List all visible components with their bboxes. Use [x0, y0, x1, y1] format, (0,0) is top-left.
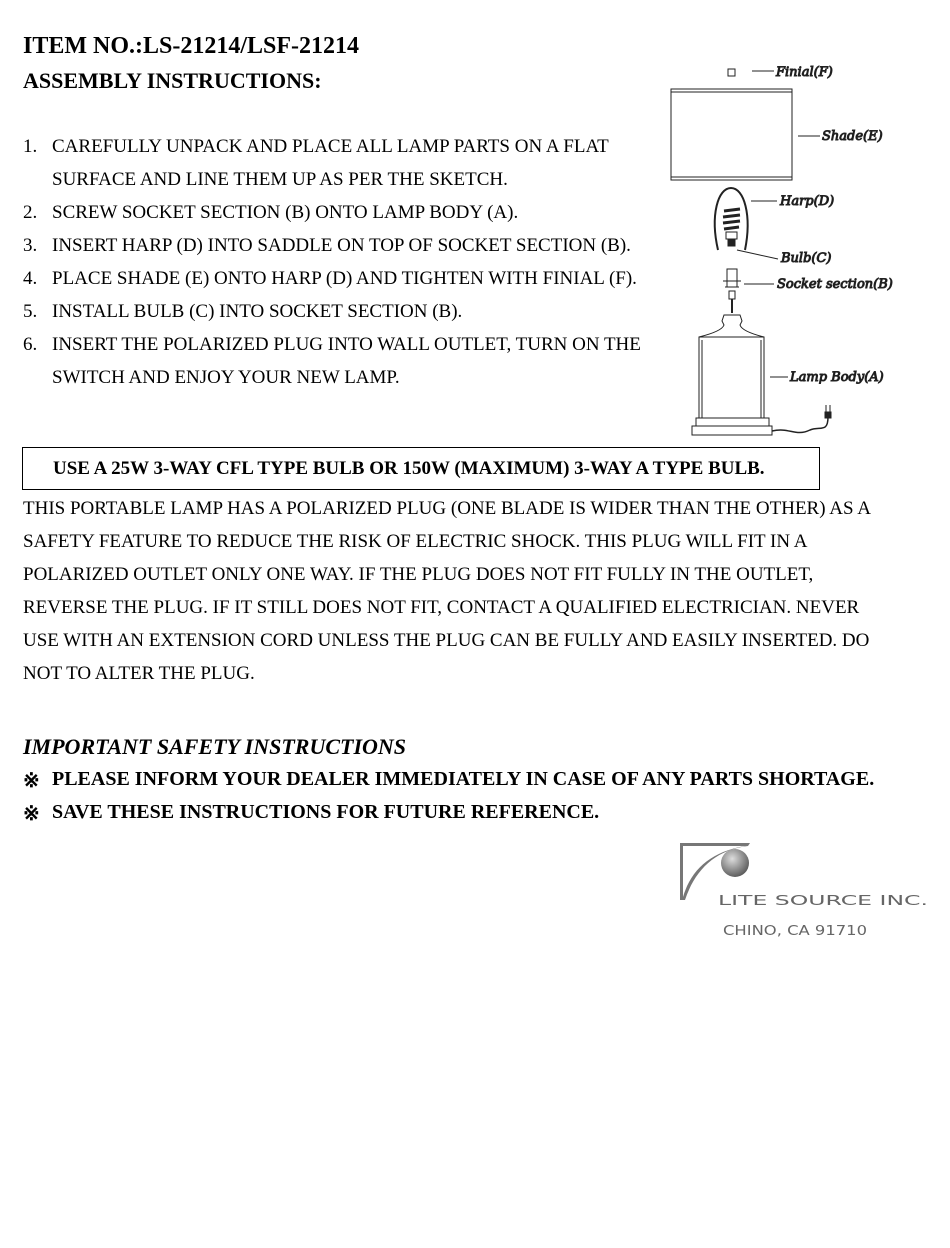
company-logo [675, 840, 935, 945]
socket-part [723, 269, 741, 313]
socket-label: Socket section(B) [777, 277, 893, 292]
warning-line: USE WITH AN EXTENSION CORD UNLESS THE PLUG CAN BE FULLY AND EASILY INSERTED. DO [23, 630, 870, 651]
step-4: 4. PLACE SHADE (E) ONTO HARP (D) AND TIGHTEN WITH FINIAL (F). [23, 268, 637, 289]
item-number: ITEM NO.:LS-21214/LSF-21214 [23, 33, 360, 59]
bulb-label: Bulb(C) [781, 251, 832, 266]
step-2: 2. SCREW SOCKET SECTION (B) ONTO LAMP BODY (A). [23, 202, 519, 223]
bulb-notice-box [22, 447, 820, 490]
reference-mark-icon: ※ [23, 770, 40, 792]
step-1: 1. CAREFULLY UNPACK AND PLACE ALL LAMP PARTS ON A FLAT [23, 136, 609, 157]
warning-line: NOT TO ALTER THE PLUG. [23, 663, 255, 684]
company-address: CHINO, CA 91710 [723, 924, 867, 939]
logo-sphere-icon [721, 849, 749, 877]
safety-item: ※ SAVE THESE INSTRUCTIONS FOR FUTURE REFERENCE. [23, 801, 600, 825]
company-name: LITE SOURCE INC. [718, 894, 928, 909]
safety-item: ※ PLEASE INFORM YOUR DEALER IMMEDIATELY IN CASE OF ANY PARTS SHORTAGE. [23, 768, 875, 792]
finial-label: Finial(F) [776, 65, 833, 80]
safety-heading: IMPORTANT SAFETY INSTRUCTIONS [23, 734, 407, 759]
warning-line: THIS PORTABLE LAMP HAS A POLARIZED PLUG (ONE BLADE IS WIDER THAN THE OTHER) AS A [23, 498, 871, 519]
step-3: 3. INSERT HARP (D) INTO SADDLE ON TOP OF SOCKET SECTION (B). [23, 235, 631, 256]
step-1-cont: SURFACE AND LINE THEM UP AS PER THE SKETCH. [52, 169, 508, 190]
step-6: 6. INSERT THE POLARIZED PLUG INTO WALL OUTLET, TURN ON THE [23, 334, 641, 355]
finial-part [728, 69, 735, 76]
warning-line: POLARIZED OUTLET ONLY ONE WAY. IF THE PLUG DOES NOT FIT FULLY IN THE OUTLET, [23, 564, 814, 585]
warning-line: REVERSE THE PLUG. IF IT STILL DOES NOT FIT, CONTACT A QUALIFIED ELECTRICIAN. NEVER [23, 597, 860, 618]
step-5: 5. INSTALL BULB (C) INTO SOCKET SECTION (B). [23, 301, 463, 322]
bulb-part [723, 209, 740, 246]
assembly-heading: ASSEMBLY INSTRUCTIONS: [23, 68, 322, 93]
step-6-cont: SWITCH AND ENJOY YOUR NEW LAMP. [52, 367, 400, 388]
bulb-notice-text: USE A 25W 3-WAY CFL TYPE BULB OR 150W (MAXIMUM) 3-WAY A TYPE BULB. [53, 458, 765, 479]
shade-part [671, 89, 792, 180]
lamp-diagram [660, 55, 920, 445]
lamp-body-label: Lamp Body(A) [790, 370, 884, 385]
warning-line: SAFETY FEATURE TO REDUCE THE RISK OF ELECTRIC SHOCK. THIS PLUG WILL FIT IN A [23, 531, 808, 552]
reference-mark-icon: ※ [23, 803, 40, 825]
harp-label: Harp(D) [780, 194, 835, 209]
shade-label: Shade(E) [822, 129, 883, 144]
